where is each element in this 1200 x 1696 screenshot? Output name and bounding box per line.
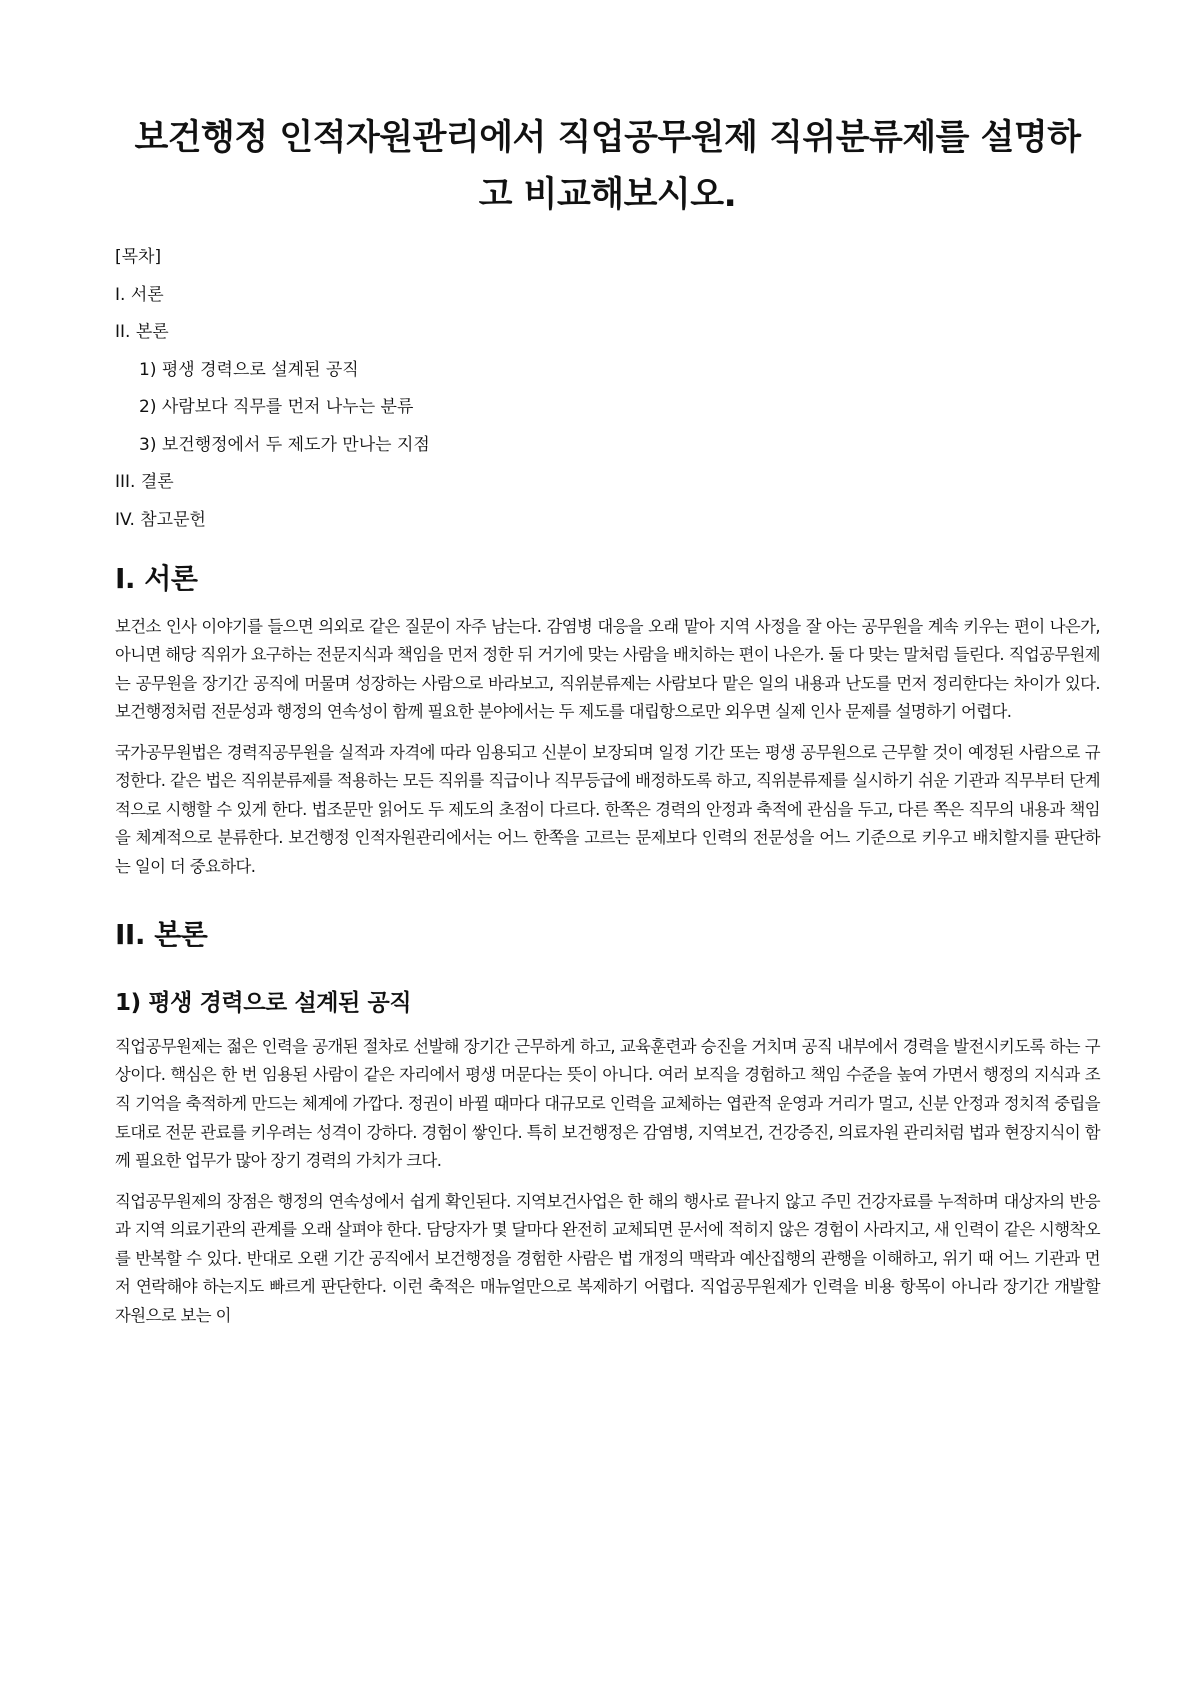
toc-item-conclusion: III. 결론 (115, 472, 174, 493)
section-heading-body: II. 본론 (115, 918, 208, 952)
toc-item-body: II. 본론 (115, 322, 169, 343)
intro-paragraph-2: 국가공무원법은 경력직공무원을 실적과 자격에 따라 임용되고 신분이 보장되며 일정 기간 또는 평생 공무원으로 근무할 것이 예정된 사람으로 규정한다. 같은 법은 직위분류제를 적용하는 모든 직위를 직급이나 직무등급에 배정하도록 하고, 직위분류제를 실시하기 쉬운 기관과 직무부터 단계적으로 시행할 수 있게 한다. 법조문만 읽어도 두 제도의 초점이 다르다. 한쪽은 경력의 안정과 축적에 관심을 두고, 다른 쪽은 직무의 내용과 책임을 체계적으로 분류한다. 보건행정 인적자원관리에서는 어느 한쪽을 고르는 문제보다 인력의 전문성을 어느 기준으로 키우고 배치할지를 판단하는 일이 더 중요하다. (115, 742, 1100, 876)
intro-paragraph-1: 보건소 인사 이야기를 들으면 의외로 같은 질문이 자주 남는다. 감염병 대응을 오래 맡아 지역 사정을 잘 아는 공무원을 계속 키우는 편이 나은가, 아니면 해당 직위가 요구하는 전문지식과 책임을 먼저 정한 뒤 거기에 맞는 사람을 배치하는 편이 나은가. 둘 다 맞는 말처럼 들린다. 직업공무원제는 공무원을 장기간 공직에 머물며 성장하는 사람으로 바라보고, 직위분류제는 사람보다 맡은 일의 내용과 난도를 먼저 정리한다는 차이가 있다. 보건행정처럼 전문성과 행정의 연속성이 함께 필요한 분야에서는 두 제도를 대립항으로만 외우면 실제 인사 문제를 설명하기 어렵다. (115, 616, 1100, 722)
section-heading-introduction: I. 서론 (115, 562, 198, 596)
toc-item-body-2: 2) 사람보다 직무를 먼저 나누는 분류 (139, 397, 414, 418)
subsection-heading-1: 1) 평생 경력으로 설계된 공직 (115, 989, 412, 1016)
subsection-spacer (115, 969, 1100, 987)
toc-heading: [목차] (115, 247, 162, 268)
section-introduction (115, 559, 1100, 881)
toc-item-body-3: 3) 보건행정에서 두 제도가 만나는 지점 (139, 434, 430, 455)
table-of-contents (115, 245, 1100, 533)
body-sub1-paragraph-2: 직업공무원제의 장점은 행정의 연속성에서 쉽게 확인된다. 지역보건사업은 한 해의 행사로 끝나지 않고 주민 건강자료를 누적하며 대상자의 반응과 지역 의료기관의 관계를 오래 살펴야 한다. 담당자가 몇 달마다 완전히 교체되면 문서에 적히지 않은 경험이 사라지고, 새 인력이 같은 시행착오를 반복할 수 있다. 반대로 오랜 기간 공직에서 보건행정을 경험한 사람은 법 개정의 맥락과 예산집행의 관행을 이해하고, 위기 때 어느 기관과 먼저 연락해야 하는지도 빠르게 판단한다. 이런 축적은 매뉴얼만으로 복제하기 어렵다. 직업공무원제가 인력을 비용 항목이 아니라 장기간 개발할 자원으로 보는 이 (115, 1191, 1100, 1325)
toc-item-body-1: 1) 평생 경력으로 설계된 공직 (139, 359, 359, 380)
section-body (115, 915, 1100, 1330)
section-spacer (115, 893, 1100, 915)
toc-item-references: IV. 참고문헌 (115, 509, 206, 530)
body-sub1-paragraph-1: 직업공무원제는 젊은 인력을 공개된 절차로 선발해 장기간 근무하게 하고, 교육훈련과 승진을 거치며 공직 내부에서 경력을 발전시키도록 하는 구상이다. 핵심은 한 번 임용된 사람이 같은 자리에서 평생 머문다는 뜻이 아니다. 여러 보직을 경험하고 책임 수준을 높여 가면서 행정의 지식과 조직 기억을 축적하게 만드는 체계에 가깝다. 정권이 바뀔 때마다 대규모로 인력을 교체하는 엽관적 운영과 거리가 멀고, 신분 안정과 정치적 중립을 토대로 전문 관료를 키우려는 성격이 강하다. 경험이 쌓인다. 특히 보건행정은 감염병, 지역보건, 건강증진, 의료자원 관리처럼 법과 현장지식이 함께 필요한 업무가 많아 장기 경력의 가치가 크다. (115, 1036, 1100, 1171)
toc-item-intro: I. 서론 (115, 284, 164, 305)
document-title: 보건행정 인적자원관리에서 직업공무원제 직위분류제를 설명하고 비교해보시오. (134, 118, 1081, 215)
